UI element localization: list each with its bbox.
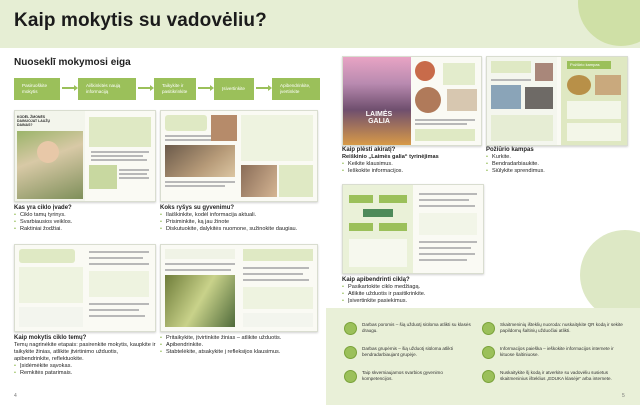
flow-step-self-assess: Įsivertinkite (214, 78, 254, 100)
caption-item: • Ilaiškinkite, kodėl informacija aktuali. (160, 212, 320, 219)
coin-photo (567, 75, 591, 95)
page-number-left: 4 (14, 393, 17, 399)
task-box (279, 165, 313, 197)
perspective-tab: Požiūrio kampas (567, 61, 611, 69)
caption-item: • Pasikartokite ciklo medžiagą. (342, 284, 492, 291)
caption-cycle-intro (14, 205, 154, 233)
caption-item: • Įsivertinkite pasiekimus. (342, 298, 492, 305)
legend-search-text: Informacijos paieška – ieškokite informacijos internete ir kituose šaltiniuose. (500, 346, 614, 357)
thumbnail-real-life (160, 110, 318, 202)
arrow-icon (198, 87, 212, 89)
text-panel (241, 115, 313, 161)
laimes-galia-title: LAIMĖS GALIA (365, 111, 393, 125)
photo (535, 63, 553, 81)
section-title: Nuoseklī mokymosi eiga (14, 57, 131, 68)
legend-tablet-text: Nuskaitykite šį kodą ir atverkite su vadovėliu susietus skaitmeninius išteklius „EDUKA klasėje“ arba internete. (500, 370, 612, 381)
legend-qr-text: Skaitmeninių išteklių nuoroda: nuskaitykite QR kodą ir sekite papildomų šaltinių užduočiai atlikti. (500, 322, 623, 333)
search-icon (482, 346, 495, 359)
info-box (89, 117, 151, 147)
arrow-icon (256, 87, 270, 89)
photo (525, 87, 553, 109)
question-box (165, 115, 207, 131)
caption-item: • Raktiniai žodžiai. (14, 226, 154, 233)
crowd-photo (165, 145, 235, 177)
decorative-circle (580, 230, 640, 320)
caption-question: Kaip mokytis ciklo temų? (14, 335, 87, 341)
portrait-photo (211, 115, 237, 141)
caption-item: • Įsidėmėkite sąvokas. (14, 363, 156, 370)
flow-step-prepare: Pasiruoškite mokytis (14, 78, 60, 100)
thumbnail-laimes-galia (342, 56, 482, 146)
temple-photo (343, 57, 411, 145)
caption-item: • Ciklo tamų tyrinys. (14, 212, 154, 219)
singer-face-photo (37, 141, 59, 163)
legend-group-text: Darbas grupėmis – šią užduotį siūloma atlikti bendradarbiaujant grupėje. (362, 346, 453, 357)
caption-cycle-topic (14, 335, 156, 377)
caption-subtitle: Reiškinio „Laimės galia“ tyrinėjimas (342, 154, 439, 160)
page-title: Kaip mokytis su vadovėliu? (14, 10, 267, 31)
thumbnail-practice (160, 244, 318, 332)
page-number-right: 5 (622, 393, 625, 399)
caption-question: Kas yra ciklo įvade? (14, 205, 72, 211)
caption-item: • Kurkite. (486, 154, 626, 161)
caption-real-life (160, 205, 320, 233)
caption-item: • Bendradarbiaukite. (486, 161, 626, 168)
flow-step-summarize: Apibendrinkite, įvertinkite (272, 78, 320, 100)
qr-icon (482, 322, 495, 335)
caption-item: • Stabtelėkite, atsakykite į refleksijos klausimus. (160, 349, 320, 356)
caption-summary (342, 277, 492, 305)
caption-question: Koks ryšys su gyvenimu? (160, 205, 235, 211)
caption-item: • Apibendrinkite. (160, 342, 320, 349)
caption-question: Kaip apibendrinti ciklą? (342, 277, 410, 283)
tablet-icon (482, 370, 495, 383)
legend-skills-text: Taip skverniaujamos svarbios gyvenimo kompetencijos. (362, 370, 443, 381)
caption-item: • Keikite klausimus. (342, 161, 482, 168)
caption-body: Temų nagrinėkite etapais: pasirenkite mokytis, kaupkite ir taikykite žinias, atlikite įtvirtinimo užduotis, apibendrinkite, reflektuokite. (14, 342, 156, 362)
thumbnail-cycle-intro (14, 110, 156, 202)
skills-icon (344, 370, 357, 383)
thumbnail-summary (342, 184, 484, 274)
arrow-icon (138, 87, 152, 89)
caption-item: • Atlikite užduotis ir pasitikrinkite. (342, 291, 492, 298)
caption-item: • Pritaikykite, įtvirtinkite žinias – atlikite užduotis. (160, 335, 320, 342)
flow-step-apply: Taikykite ir pasitikrinkite (154, 78, 196, 100)
caption-item: • Svarbiausios veiklos. (14, 219, 154, 226)
thumbnail-perspective (486, 56, 628, 146)
apple-photo (415, 61, 435, 81)
people-photo (241, 165, 277, 197)
legend-pair-text: Darbas poromis – šią užduotį siūloma atlikti su klasės draugu. (362, 322, 471, 333)
caption-item: • Diskutuokite, dalykitės nuomone, sužinokite daugiau. (160, 226, 320, 233)
nature-photo (165, 275, 235, 327)
caption-practice (160, 335, 320, 356)
caption-item: • Siūlykite sprendimus. (486, 168, 626, 175)
caption-broaden (342, 147, 482, 175)
caption-question: Požiūrio kampas (486, 147, 534, 153)
group-icon (344, 346, 357, 359)
pair-icon (344, 322, 357, 335)
caption-perspective (486, 147, 626, 175)
photo (491, 85, 521, 109)
caption-item: • Prisiminkite, ką jau žinote (160, 219, 320, 226)
flow-step-explore: Aiškinkitės naują informaciją (78, 78, 136, 100)
arrow-icon (62, 87, 76, 89)
caption-item: • Remkitės patarimais. (14, 370, 156, 377)
caption-item: • Ieškokite informacijos. (342, 168, 482, 175)
thumbnail-cycle-topic (14, 244, 156, 332)
caption-question: Kaip plėsti akiratį? (342, 147, 396, 153)
portrait-photo (415, 87, 441, 113)
thumbnail-headline: KODĖL ŽMONĖS DAINUOJAT LAUŽŲ DAINAS? (17, 115, 50, 127)
